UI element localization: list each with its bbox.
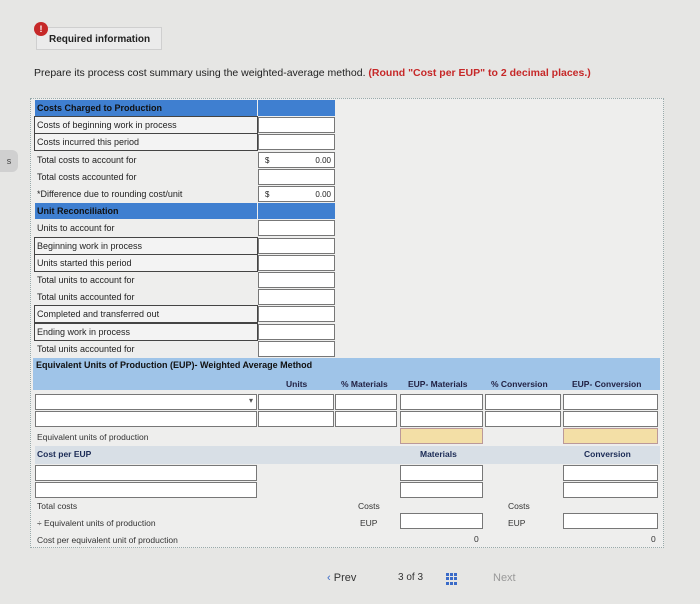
table-row (35, 238, 335, 254)
cost-row2-materials[interactable] (400, 482, 483, 498)
row-input[interactable] (258, 324, 335, 340)
col-pct-materials: % Materials (341, 379, 388, 389)
table-row (35, 272, 335, 288)
dollar-sign: $ (265, 155, 270, 165)
row-label: Total units accounted for (37, 292, 135, 303)
row-input (258, 100, 335, 116)
eup-row2-label[interactable] (35, 411, 257, 427)
eup-title: Equivalent Units of Production (EUP)- Weighted Average Method (36, 360, 313, 370)
cost-row2-conversion[interactable] (563, 482, 658, 498)
alert-icon: ! (34, 22, 48, 36)
row-input[interactable] (258, 341, 335, 357)
table-row (35, 169, 335, 185)
row-input[interactable] (258, 169, 335, 185)
eup-materials-divisor[interactable] (400, 513, 483, 529)
eup-word-conversion: EUP (508, 518, 526, 528)
table-row (35, 186, 335, 202)
chevron-down-icon: ▾ (248, 396, 253, 405)
table-row (35, 117, 335, 133)
eq-units-label: Equivalent units of production (37, 432, 149, 442)
eup-row1-eup-materials[interactable] (400, 394, 483, 410)
row-label: Units started this period (35, 255, 257, 271)
table-row (35, 255, 335, 271)
eup-word-materials: EUP (360, 518, 378, 528)
row-input[interactable] (258, 238, 335, 254)
row-label: Total units accounted for (37, 343, 135, 354)
col-eup-conversion: EUP- Conversion (572, 379, 642, 389)
materials-label: Materials (420, 449, 457, 459)
row-input[interactable] (258, 134, 335, 150)
row-label: Unit Reconciliation (35, 203, 257, 219)
row-input[interactable] (258, 255, 335, 271)
row-label: Total units to account for (37, 275, 135, 285)
section-header (35, 203, 335, 219)
grid-icon[interactable] (446, 573, 458, 585)
row-input[interactable] (258, 152, 335, 168)
page-of: of (406, 572, 415, 583)
eup-conversion-divisor[interactable] (563, 513, 658, 529)
page-indicator (398, 572, 423, 583)
row-label: Units to account for (37, 223, 115, 234)
cost-row1-conversion[interactable] (563, 465, 658, 481)
row-input[interactable] (258, 289, 335, 305)
row-input[interactable] (258, 186, 335, 202)
eup-row2-pct-materials[interactable] (335, 411, 397, 427)
section-header (35, 100, 335, 116)
rounding-note: (Round "Cost per EUP" to 2 decimal places.) (368, 67, 591, 79)
dollar-sign: $ (265, 190, 270, 199)
costs-word-materials: Costs (358, 501, 380, 511)
row-label: Ending work in process (35, 324, 257, 340)
page-total: 3 (417, 572, 424, 583)
eup-row2-pct-conversion[interactable] (485, 411, 561, 427)
table-row (35, 152, 335, 168)
row-label: Total costs accounted for (37, 171, 137, 182)
cost-per-eup-label: Cost per EUP (37, 449, 92, 459)
eup-row1-pct-conversion[interactable] (485, 394, 561, 410)
next-button[interactable]: Next (493, 572, 516, 584)
eup-row1-eup-conversion[interactable] (563, 394, 658, 410)
row-input[interactable] (258, 272, 335, 288)
row-input[interactable] (258, 220, 335, 236)
eup-row1-units[interactable] (258, 394, 334, 410)
table-row (35, 341, 335, 357)
required-info-tab[interactable]: Required information (36, 27, 162, 50)
side-tab[interactable]: s (0, 150, 18, 172)
row-value: 0.00 (315, 155, 331, 165)
col-pct-conversion: % Conversion (491, 379, 548, 389)
total-eup-conversion (563, 428, 658, 444)
instructions-text: Prepare its process cost summary using the weighted-average method. (34, 67, 366, 79)
costs-word-conversion: Costs (508, 501, 530, 511)
prev-label: Prev (333, 572, 357, 584)
row-input[interactable] (258, 117, 335, 133)
row-label: Completed and transferred out (35, 306, 257, 322)
cost-per-eup-band (35, 446, 660, 464)
cpu-conversion-value: 0 (651, 534, 656, 544)
instructions (34, 67, 591, 79)
cost-row2-label[interactable] (35, 482, 257, 498)
eup-row2-eup-conversion[interactable] (563, 411, 658, 427)
cost-row1-materials[interactable] (400, 465, 483, 481)
row-value: 0.00 (315, 190, 331, 199)
row-label: Costs incurred this period (35, 134, 257, 150)
row-input (258, 203, 335, 219)
row-input[interactable] (258, 306, 335, 322)
row-label: Total costs to account for (37, 154, 137, 165)
col-eup-materials: EUP- Materials (408, 379, 468, 389)
table-row (35, 134, 335, 150)
table-row (35, 306, 335, 322)
row-label: Costs Charged to Production (35, 100, 257, 116)
chevron-left-icon: ‹ (327, 572, 331, 584)
row-label: *Difference due to rounding cost/unit (37, 189, 183, 199)
divide-label: ÷ Equivalent units of production (37, 518, 156, 528)
row-label: Costs of beginning work in process (35, 117, 257, 133)
cpu-materials-value: 0 (474, 534, 479, 544)
total-eup-materials (400, 428, 483, 444)
eup-row1-pct-materials[interactable] (335, 394, 397, 410)
eup-row2-units[interactable] (258, 411, 334, 427)
col-units: Units (286, 379, 308, 389)
cost-row1-label[interactable] (35, 465, 257, 481)
row-label: Beginning work in process (35, 238, 257, 254)
eup-row1-select[interactable] (35, 394, 257, 410)
eup-row2-eup-materials[interactable] (400, 411, 483, 427)
page-current: 3 (398, 572, 404, 583)
table-row (35, 324, 335, 340)
table-row (35, 289, 335, 305)
cpu-label: Cost per equivalent unit of production (37, 535, 178, 545)
eup-header-band (33, 358, 660, 390)
conversion-label: Conversion (584, 449, 631, 459)
prev-button[interactable] (327, 572, 356, 584)
total-costs-label: Total costs (37, 501, 78, 511)
table-row (35, 220, 335, 236)
